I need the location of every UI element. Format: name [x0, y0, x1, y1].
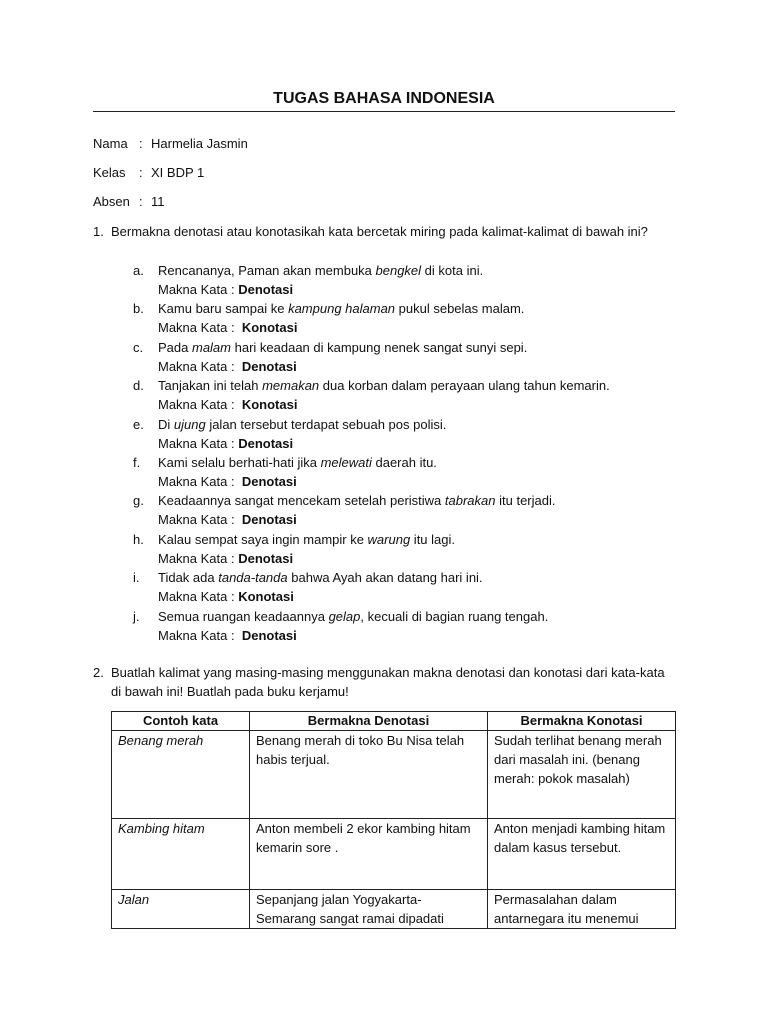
info-class: [93, 163, 204, 182]
list-item: [93, 530, 675, 568]
item-letter: i.: [133, 570, 140, 586]
list-item: [93, 415, 675, 453]
info-label: Absen: [93, 194, 130, 209]
list-item: [93, 376, 675, 414]
question-text: Bermakna denotasi atau konotasikah kata bercetak miring pada kalimat-kalimat di bawah ini?: [111, 224, 648, 239]
item-answer: Denotasi: [241, 473, 297, 489]
question-number: 1.: [93, 224, 104, 239]
italic-word: warung: [367, 531, 411, 547]
item-sentence: Keadaannya sangat mencekam setelah peristiwa tabrakan itu terjadi.: [158, 493, 556, 509]
italic-word: kampung halaman: [288, 301, 396, 317]
item-sentence: Kalau sempat saya ingin mampir ke warung itu lagi.: [158, 531, 455, 547]
item-sentence: Tidak ada tanda-tanda bahwa Ayah akan datang hari ini.: [158, 570, 483, 586]
question-2: [93, 663, 675, 701]
denotasi-cell: Sepanjang jalan Yogyakarta-Semarang sangat ramai dipadati: [250, 890, 488, 929]
italic-word: tabrakan: [444, 493, 496, 509]
italic-word: bengkel: [375, 263, 422, 278]
table-row: [112, 819, 676, 890]
item-answer: Denotasi: [238, 435, 294, 451]
item-letter: g.: [133, 493, 144, 509]
item-meaning: Makna Kata : Denotasi: [158, 512, 297, 528]
table-header-row: [112, 712, 676, 731]
info-colon: :: [139, 165, 143, 180]
word-cell: Kambing hitam: [112, 819, 250, 890]
item-sentence: Di ujung jalan tersebut terdapat sebuah pos polisi.: [158, 416, 447, 432]
list-item: [93, 607, 675, 645]
item-letter: b.: [133, 301, 144, 317]
konotasi-cell: Anton menjadi kambing hitam dalam kasus tersebut.: [488, 819, 676, 890]
italic-word: memakan: [262, 378, 320, 394]
italic-word: tanda-tanda: [218, 570, 288, 586]
item-letter: f.: [133, 454, 141, 470]
question-1: [93, 222, 675, 241]
question-1-items: [93, 261, 675, 645]
column-header: Bermakna Konotasi: [488, 712, 676, 731]
item-answer: Denotasi: [238, 550, 294, 566]
denotasi-cell: Anton membeli 2 ekor kambing hitam kemarin sore .: [250, 819, 488, 890]
konotasi-cell: Sudah terlihat benang merah dari masalah ini. (benang merah: pokok masalah): [488, 731, 676, 819]
item-sentence: Semua ruangan keadaannya gelap, kecuali di bagian ruang tengah.: [158, 608, 549, 624]
item-letter: a.: [133, 263, 144, 278]
item-answer: Konotasi: [238, 589, 294, 605]
question-number: 2.: [93, 665, 104, 680]
italic-word: malam: [191, 339, 231, 355]
word-meaning-table: [111, 711, 676, 929]
info-label: Nama: [93, 136, 128, 151]
item-answer: Denotasi: [241, 358, 297, 374]
item-meaning: Makna Kata : Denotasi: [158, 358, 297, 374]
italic-word: gelap: [328, 608, 361, 624]
item-answer: Konotasi: [241, 397, 298, 413]
info-colon: :: [139, 194, 143, 209]
info-label: Kelas: [93, 165, 126, 180]
italic-word: melewati: [320, 454, 372, 470]
table-row: [112, 890, 676, 929]
item-sentence: Rencananya, Paman akan membuka bengkel di kota ini.: [158, 263, 484, 278]
item-meaning: Makna Kata : Denotasi: [158, 435, 294, 451]
info-value: XI BDP 1: [151, 165, 205, 180]
list-item: [93, 491, 675, 529]
info-absen: [93, 192, 165, 211]
word-cell: Benang merah: [112, 731, 250, 819]
item-answer: Denotasi: [241, 512, 297, 528]
list-item: [93, 568, 675, 606]
item-letter: h.: [133, 531, 144, 547]
denotasi-cell: Benang merah di toko Bu Nisa telah habis terjual.: [250, 731, 488, 819]
item-meaning: Makna Kata : Denotasi: [158, 282, 294, 297]
item-letter: c.: [133, 339, 144, 355]
item-letter: e.: [133, 416, 144, 432]
item-answer: Denotasi: [241, 627, 297, 643]
word-cell: Jalan: [112, 890, 250, 929]
item-answer: Denotasi: [238, 282, 294, 297]
item-letter: j.: [133, 608, 140, 624]
item-meaning: Makna Kata : Konotasi: [158, 397, 298, 413]
info-name: [93, 134, 248, 153]
column-header: Bermakna Denotasi: [250, 712, 488, 731]
item-letter: d.: [133, 378, 144, 394]
list-item: [93, 453, 675, 491]
list-item: [93, 261, 675, 299]
question-text: Buatlah kalimat yang masing-masing menggunakan makna denotasi dan konotasi dari kata-kata di bawah ini! Buatlah pada buku kerjamu!: [111, 665, 665, 699]
konotasi-cell: Permasalahan dalam antarnegara itu menemui: [488, 890, 676, 929]
column-header: Contoh kata: [112, 712, 250, 731]
list-item: [93, 299, 675, 337]
item-answer: Konotasi: [241, 320, 298, 336]
item-sentence: Kami selalu berhati-hati jika melewati daerah itu.: [158, 454, 437, 470]
info-value: Harmelia Jasmin: [151, 136, 248, 151]
italic-word: ujung: [173, 416, 206, 432]
item-meaning: Makna Kata : Konotasi: [158, 589, 294, 605]
item-meaning: Makna Kata : Denotasi: [158, 473, 297, 489]
item-sentence: Pada malam hari keadaan di kampung nenek sangat sunyi sepi.: [158, 339, 528, 355]
item-sentence: Kamu baru sampai ke kampung halaman pukul sebelas malam.: [158, 301, 525, 317]
info-value: 11: [151, 194, 165, 209]
item-meaning: Makna Kata : Konotasi: [158, 320, 298, 336]
document-title: TUGAS BAHASA INDONESIA: [273, 90, 495, 107]
table-row: [112, 731, 676, 819]
info-colon: :: [139, 136, 143, 151]
list-item: [93, 338, 675, 376]
item-sentence: Tanjakan ini telah memakan dua korban dalam perayaan ulang tahun kemarin.: [158, 378, 610, 394]
title-underline: [93, 111, 675, 112]
item-meaning: Makna Kata : Denotasi: [158, 550, 294, 566]
item-meaning: Makna Kata : Denotasi: [158, 627, 297, 643]
